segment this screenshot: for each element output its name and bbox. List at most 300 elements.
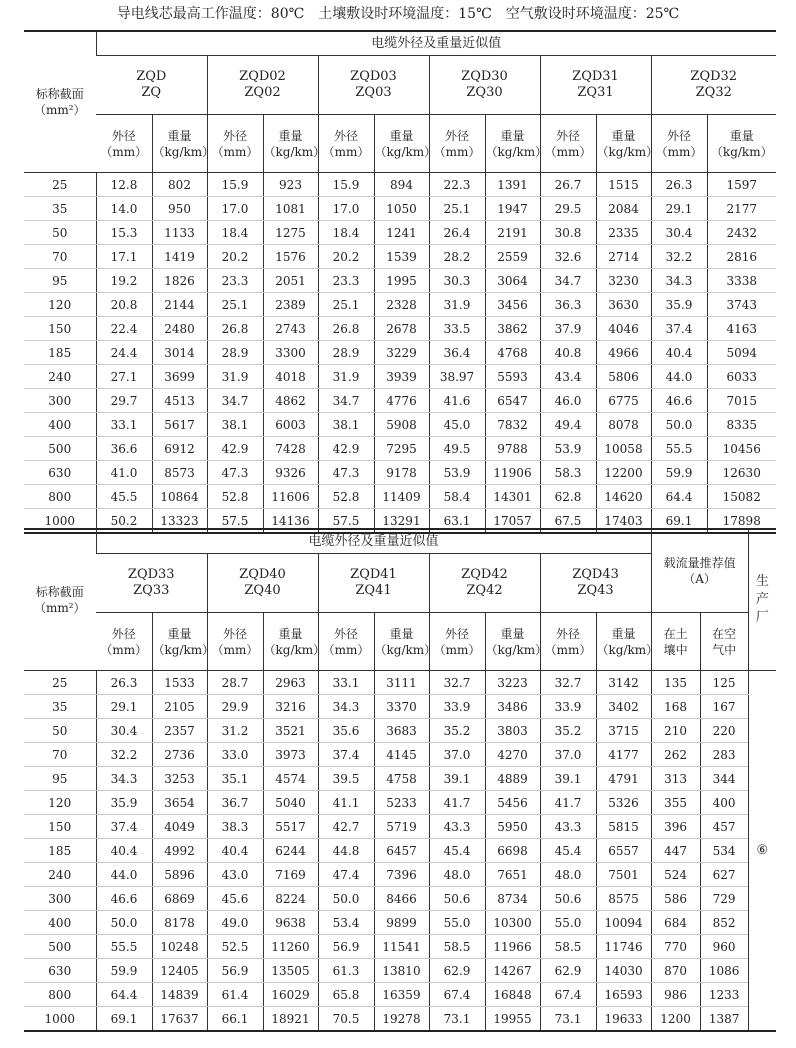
table-cell: 52.8	[318, 485, 374, 509]
sub-header-weight	[485, 115, 548, 173]
table-cell: 69.1	[96, 1007, 152, 1032]
ampacity-header-line2: （A）	[683, 572, 716, 586]
table-cell: 67.5	[540, 509, 596, 534]
table-row	[24, 197, 776, 221]
table-cell: 2678	[374, 317, 429, 341]
model-line1: ZQD30	[461, 69, 508, 84]
table-cell: 168	[651, 695, 700, 719]
table-cell: 43.3	[429, 815, 485, 839]
model-line2: ZQ03	[355, 85, 392, 100]
table-cell: 14030	[596, 959, 651, 983]
sub-header-line1: 外径	[444, 626, 469, 641]
sub-header-line2: （kg/km）	[710, 144, 773, 159]
table-cell: 17403	[596, 509, 651, 534]
sub-header-line2: （kg/km）	[263, 642, 326, 657]
table-cell: 729	[700, 887, 748, 911]
table-cell: 19955	[485, 1007, 540, 1032]
sub-header-diameter	[651, 115, 707, 173]
temperature-note: 导电线芯最高工作温度：80℃ 土壤敷设时环境温度：15℃ 空气敷设时环境温度：25℃	[116, 6, 680, 22]
sub-header-line1: 外径	[222, 128, 247, 143]
table-cell: 4889	[485, 767, 540, 791]
table-cell: 6457	[374, 839, 429, 863]
table-cell: 44.0	[651, 365, 707, 389]
table-cell: 802	[152, 173, 207, 197]
table-cell: 17898	[707, 509, 776, 534]
table-cell: 29.9	[207, 695, 263, 719]
table-cell: 16593	[596, 983, 651, 1007]
table-cell: 28.2	[429, 245, 485, 269]
table-cell: 36.6	[96, 437, 152, 461]
table-cell: 49.4	[540, 413, 596, 437]
table-cell: 3370	[374, 695, 429, 719]
table-cell: 59.9	[96, 959, 152, 983]
table-cell: 33.9	[540, 695, 596, 719]
table-cell: 14.0	[96, 197, 152, 221]
table-row	[24, 341, 776, 365]
table-cell: 11409	[374, 485, 429, 509]
model-line2: ZQ30	[466, 85, 503, 100]
sub-header-line1: 外径	[555, 128, 580, 143]
sub-header-line2: （kg/km）	[485, 144, 548, 159]
table-cell: 9638	[263, 911, 318, 935]
table-cell: 7501	[596, 863, 651, 887]
cross-section-cell: 1000	[24, 1007, 96, 1032]
table-cell: 10094	[596, 911, 651, 935]
sub-header-line2: （mm）	[100, 642, 148, 657]
table-cell: 6912	[152, 437, 207, 461]
table-cell: 5456	[485, 791, 540, 815]
table-cell: 5040	[263, 791, 318, 815]
cable-table-lower	[24, 528, 776, 1032]
sub-header-line2: （kg/km）	[152, 642, 215, 657]
sub-header-line1: 重量	[611, 626, 636, 641]
sub-header-line2: （mm）	[433, 642, 481, 657]
table-cell: 63.1	[429, 509, 485, 534]
sub-header-line1: 外径	[444, 128, 469, 143]
cross-section-cell: 50	[24, 719, 96, 743]
sub-header-line1: 重量	[278, 626, 303, 641]
cross-section-cell: 240	[24, 863, 96, 887]
model-line1: ZQD40	[239, 567, 286, 582]
table-cell: 396	[651, 815, 700, 839]
table-cell: 6033	[707, 365, 776, 389]
table-cell: 5896	[152, 863, 207, 887]
sub-header-diameter	[318, 613, 374, 671]
table-cell: 33.5	[429, 317, 485, 341]
table-cell: 40.4	[207, 839, 263, 863]
table-cell: 9326	[263, 461, 318, 485]
table-cell: 26.8	[318, 317, 374, 341]
sub-header-diameter	[96, 613, 152, 671]
sub-header-diameter	[429, 115, 485, 173]
cross-section-cell: 70	[24, 245, 96, 269]
table-cell: 64.4	[96, 983, 152, 1007]
table-cell: 262	[651, 743, 700, 767]
table-cell: 62.9	[540, 959, 596, 983]
table-cell: 23.3	[318, 269, 374, 293]
table-cell: 6547	[485, 389, 540, 413]
table-cell: 31.9	[318, 365, 374, 389]
table-cell: 627	[700, 863, 748, 887]
table-row	[24, 1007, 776, 1032]
table-cell: 3973	[263, 743, 318, 767]
table-cell: 4018	[263, 365, 318, 389]
table-cell: 4758	[374, 767, 429, 791]
cross-section-cell: 300	[24, 389, 96, 413]
table-cell: 3862	[485, 317, 540, 341]
table-cell: 52.5	[207, 935, 263, 959]
table-cell: 10864	[152, 485, 207, 509]
model-header	[96, 554, 207, 613]
table-cell: 5806	[596, 365, 651, 389]
cross-section-cell: 25	[24, 671, 96, 695]
sub-header-line2: （kg/km）	[152, 144, 215, 159]
table-cell: 15.9	[207, 173, 263, 197]
sub-header-line2: （kg/km）	[596, 144, 659, 159]
ampacity-header-line1: 载流量推荐值	[663, 556, 736, 570]
table-cell: 49.0	[207, 911, 263, 935]
model-line1: ZQD32	[690, 69, 738, 84]
table-cell: 28.9	[207, 341, 263, 365]
cross-section-cell: 150	[24, 317, 96, 341]
table-cell: 3253	[152, 767, 207, 791]
cross-section-cell: 400	[24, 413, 96, 437]
sub-header-weight	[596, 613, 659, 671]
table-cell: 3715	[596, 719, 651, 743]
table-cell: 29.7	[96, 389, 152, 413]
table-cell: 852	[700, 911, 748, 935]
model-line1: ZQD41	[350, 567, 397, 582]
table-cell: 28.9	[318, 341, 374, 365]
table-cell: 45.4	[540, 839, 596, 863]
table-cell: 4862	[263, 389, 318, 413]
table-cell: 41.0	[96, 461, 152, 485]
table-cell: 40.8	[540, 341, 596, 365]
sub-header-diameter	[540, 613, 596, 671]
table-row	[24, 245, 776, 269]
table-cell: 25.1	[318, 293, 374, 317]
cross-section-cell: 800	[24, 983, 96, 1007]
manufacturer-header	[748, 529, 776, 671]
table-cell: 17057	[485, 509, 540, 534]
cross-section-cell: 500	[24, 437, 96, 461]
table-cell: 7396	[374, 863, 429, 887]
table-cell: 58.4	[429, 485, 485, 509]
table-cell: 56.9	[318, 935, 374, 959]
table-cell: 4992	[152, 839, 207, 863]
table-cell: 4791	[596, 767, 651, 791]
table-cell: 4163	[707, 317, 776, 341]
model-line2: ZQ	[141, 85, 162, 100]
table-cell: 69.1	[651, 509, 707, 534]
table-cell: 4574	[263, 767, 318, 791]
table-cell: 73.1	[540, 1007, 596, 1032]
table-cell: 135	[651, 671, 700, 695]
table-cell: 58.5	[540, 935, 596, 959]
table-cell: 3939	[374, 365, 429, 389]
table-cell: 40.4	[96, 839, 152, 863]
sub-header-weight	[707, 115, 776, 173]
table-cell: 12.8	[96, 173, 152, 197]
table-cell: 1275	[263, 221, 318, 245]
table-cell: 46.6	[96, 887, 152, 911]
table-row	[24, 461, 776, 485]
table-row	[24, 671, 776, 695]
table-cell: 33.1	[318, 671, 374, 695]
sub-header-line2: （kg/km）	[596, 642, 659, 657]
sub-header-line2: （mm）	[433, 144, 481, 159]
table-cell: 47.3	[207, 461, 263, 485]
table-cell: 22.4	[96, 317, 152, 341]
table-cell: 3223	[485, 671, 540, 695]
table-cell: 1133	[152, 221, 207, 245]
table-cell: 42.7	[318, 815, 374, 839]
table-cell: 457	[700, 815, 748, 839]
table-cell: 3064	[485, 269, 540, 293]
table-cell: 770	[651, 935, 700, 959]
cross-section-cell: 240	[24, 365, 96, 389]
table-cell: 5719	[374, 815, 429, 839]
table-cell: 8466	[374, 887, 429, 911]
table-cell: 2084	[596, 197, 651, 221]
table-cell: 7651	[485, 863, 540, 887]
model-line1: ZQD31	[572, 69, 619, 84]
sub-header-line2: （kg/km）	[485, 642, 548, 657]
sub-header-line1: 外径	[222, 626, 247, 641]
sub-header-line1: 外径	[555, 626, 580, 641]
sub-header-line1: 外径	[111, 128, 136, 143]
table-cell: 923	[263, 173, 318, 197]
table-cell: 1597	[707, 173, 776, 197]
table-cell: 33.9	[429, 695, 485, 719]
table-row	[24, 911, 776, 935]
table-cell: 2105	[152, 695, 207, 719]
cross-section-cell: 1000	[24, 509, 96, 534]
ampacity-sub-line1: 在土	[663, 626, 688, 641]
table-cell: 4776	[374, 389, 429, 413]
table-cell: 2480	[152, 317, 207, 341]
cross-section-cell: 95	[24, 269, 96, 293]
table-row	[24, 863, 776, 887]
table-cell: 3456	[485, 293, 540, 317]
table-row	[24, 839, 776, 863]
table-cell: 3521	[263, 719, 318, 743]
table-cell: 5094	[707, 341, 776, 365]
table-cell: 1086	[700, 959, 748, 983]
table-cell: 125	[700, 671, 748, 695]
table-cell: 1200	[651, 1007, 700, 1032]
model-line2: ZQ32	[695, 85, 732, 100]
table-cell: 2736	[152, 743, 207, 767]
table-cell: 18.4	[207, 221, 263, 245]
table-cell: 18.4	[318, 221, 374, 245]
table-cell: 3803	[485, 719, 540, 743]
table-cell: 2357	[152, 719, 207, 743]
table-cell: 41.7	[540, 791, 596, 815]
table-cell: 29.5	[540, 197, 596, 221]
stub-header	[24, 529, 96, 671]
table-cell: 9899	[374, 911, 429, 935]
table-row	[24, 221, 776, 245]
table-cell: 35.9	[96, 791, 152, 815]
table-cell: 31.9	[207, 365, 263, 389]
table-cell: 12200	[596, 461, 651, 485]
sub-header-line1: 重量	[729, 128, 754, 143]
table-cell: 48.0	[429, 863, 485, 887]
model-header	[207, 56, 318, 115]
table-cell: 8573	[152, 461, 207, 485]
table-cell: 15.9	[318, 173, 374, 197]
table-cell: 37.0	[429, 743, 485, 767]
table-cell: 26.8	[207, 317, 263, 341]
table-cell: 6869	[152, 887, 207, 911]
sub-header-line1: 外径	[333, 128, 358, 143]
table-cell: 1050	[374, 197, 429, 221]
table-cell: 6244	[263, 839, 318, 863]
table-cell: 41.7	[429, 791, 485, 815]
sub-header-line1: 重量	[389, 626, 414, 641]
table-cell: 30.4	[651, 221, 707, 245]
table-row	[24, 959, 776, 983]
table-row	[24, 815, 776, 839]
cross-section-cell: 185	[24, 341, 96, 365]
table-cell: 3142	[596, 671, 651, 695]
table-cell: 3654	[152, 791, 207, 815]
table-cell: 12405	[152, 959, 207, 983]
ampacity-header-air	[700, 613, 748, 671]
table-cell: 8575	[596, 887, 651, 911]
model-header	[429, 554, 540, 613]
table-cell: 4513	[152, 389, 207, 413]
table-cell: 870	[651, 959, 700, 983]
table-cell: 10248	[152, 935, 207, 959]
ampacity-header-soil	[651, 613, 700, 671]
ampacity-sub-line1: 在空	[712, 626, 737, 641]
table-cell: 30.3	[429, 269, 485, 293]
cross-section-cell: 400	[24, 911, 96, 935]
table-cell: 12630	[707, 461, 776, 485]
table-cell: 3683	[374, 719, 429, 743]
table-cell: 13810	[374, 959, 429, 983]
manufacturer-mark: ⑥	[748, 671, 776, 1032]
table-cell: 4270	[485, 743, 540, 767]
table-cell: 8224	[263, 887, 318, 911]
table-cell: 67.4	[429, 983, 485, 1007]
table-cell: 1539	[374, 245, 429, 269]
model-header	[540, 554, 651, 613]
table-cell: 8178	[152, 911, 207, 935]
table-cell: 34.3	[318, 695, 374, 719]
table-cell: 534	[700, 839, 748, 863]
table-row	[24, 317, 776, 341]
table-cell: 24.4	[96, 341, 152, 365]
table-cell: 14620	[596, 485, 651, 509]
table-row	[24, 269, 776, 293]
sub-header-diameter	[207, 613, 263, 671]
sub-header-weight	[374, 115, 437, 173]
table-cell: 14267	[485, 959, 540, 983]
table-cell: 2328	[374, 293, 429, 317]
table-cell: 4049	[152, 815, 207, 839]
table-cell: 48.0	[540, 863, 596, 887]
table-cell: 1419	[152, 245, 207, 269]
table-cell: 55.5	[96, 935, 152, 959]
model-line1: ZQD03	[350, 69, 397, 84]
table-cell: 17637	[152, 1007, 207, 1032]
table-cell: 5517	[263, 815, 318, 839]
table-cell: 960	[700, 935, 748, 959]
table-row	[24, 935, 776, 959]
table-cell: 1576	[263, 245, 318, 269]
table-cell: 447	[651, 839, 700, 863]
table-cell: 4768	[485, 341, 540, 365]
model-header	[96, 56, 207, 115]
sub-header-weight	[596, 115, 659, 173]
table-cell: 17.1	[96, 245, 152, 269]
sub-header-line1: 重量	[167, 128, 192, 143]
table-cell: 2144	[152, 293, 207, 317]
sub-header-diameter	[207, 115, 263, 173]
table-row	[24, 293, 776, 317]
table-cell: 32.7	[429, 671, 485, 695]
table-cell: 11966	[485, 935, 540, 959]
table-cell: 30.4	[96, 719, 152, 743]
table-cell: 5815	[596, 815, 651, 839]
table-cell: 65.8	[318, 983, 374, 1007]
table-row	[24, 767, 776, 791]
table-cell: 35.9	[651, 293, 707, 317]
table-cell: 3229	[374, 341, 429, 365]
table-cell: 950	[152, 197, 207, 221]
table-cell: 56.9	[207, 959, 263, 983]
cross-section-cell: 35	[24, 695, 96, 719]
cross-section-cell: 95	[24, 767, 96, 791]
model-header	[207, 554, 318, 613]
table-cell: 34.7	[540, 269, 596, 293]
stub-header-line1: 标称截面	[35, 87, 84, 101]
table-cell: 3014	[152, 341, 207, 365]
sub-header-weight	[485, 613, 548, 671]
table-cell: 38.1	[207, 413, 263, 437]
sub-header-line2: （kg/km）	[374, 642, 437, 657]
table-cell: 16359	[374, 983, 429, 1007]
table-cell: 26.7	[540, 173, 596, 197]
model-line2: ZQ02	[244, 85, 281, 100]
cross-section-cell: 120	[24, 791, 96, 815]
cross-section-cell: 300	[24, 887, 96, 911]
cross-section-cell: 120	[24, 293, 96, 317]
sub-header-line2: （mm）	[100, 144, 148, 159]
cross-section-cell: 70	[24, 743, 96, 767]
table-cell: 1391	[485, 173, 540, 197]
table-cell: 1995	[374, 269, 429, 293]
table-cell: 41.1	[318, 791, 374, 815]
table-cell: 43.0	[207, 863, 263, 887]
table-cell: 26.3	[651, 173, 707, 197]
sub-header-diameter	[318, 115, 374, 173]
table-cell: 1233	[700, 983, 748, 1007]
table-row	[24, 485, 776, 509]
table-cell: 20.2	[318, 245, 374, 269]
table-cell: 10058	[596, 437, 651, 461]
table-row	[24, 695, 776, 719]
table-cell: 27.1	[96, 365, 152, 389]
table-cell: 25.1	[207, 293, 263, 317]
table-cell: 43.3	[540, 815, 596, 839]
table-cell: 35.2	[429, 719, 485, 743]
table-cell: 2714	[596, 245, 651, 269]
sub-header-line2: （mm）	[211, 144, 259, 159]
